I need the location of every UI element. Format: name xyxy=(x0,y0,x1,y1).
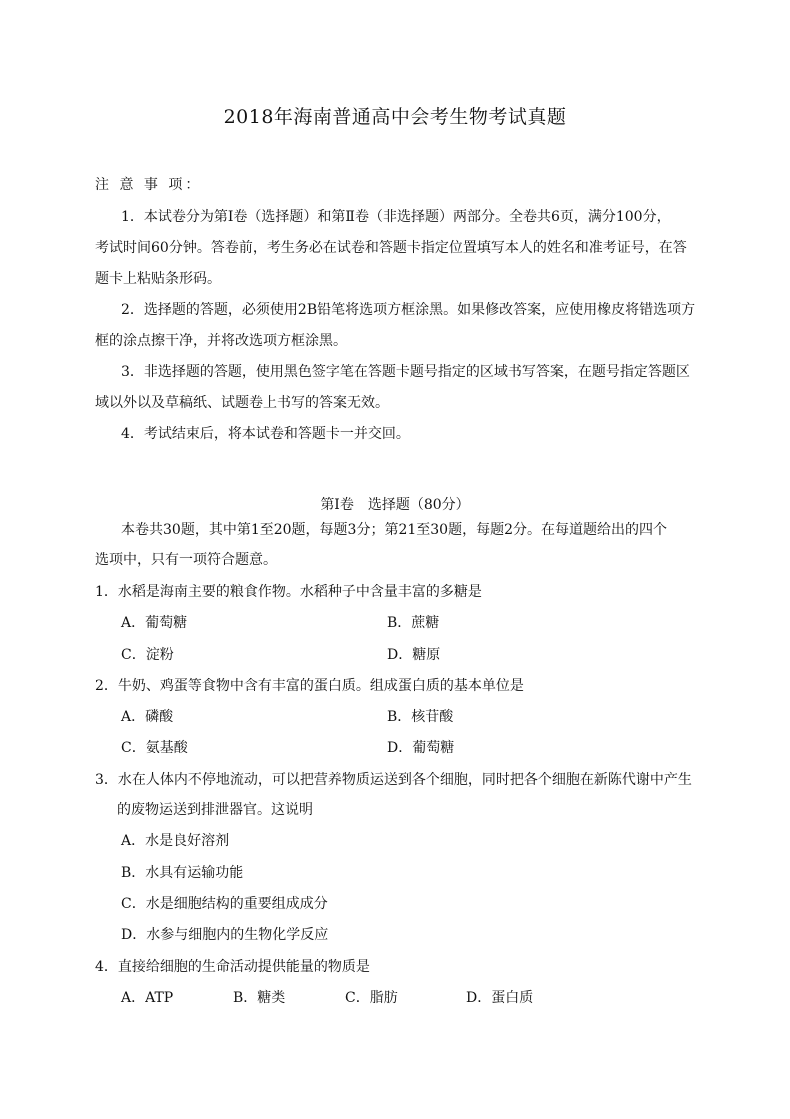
question-2-option-b: B．核苷酸 xyxy=(387,709,454,725)
section-intro-line-1: 本卷共30题，其中第1至20题，每题3分；第21至30题，每题2分。在每道题给出的四个 xyxy=(121,522,667,538)
notice-item-4-line-1: 4．考试结束后，将本试卷和答题卡一并交回。 xyxy=(121,426,410,442)
notice-item-2-line-1: 2．选择题的答题，必须使用2B铅笔将选项方框涂黑。如果修改答案，应使用橡皮将错选项方 xyxy=(121,302,696,318)
notice-item-1-line-1: 1．本试卷分为第Ⅰ卷（选择题）和第Ⅱ卷（非选择题）两部分。全卷共6页，满分100分， xyxy=(121,209,671,225)
notice-item-2-line-2: 框的涂点擦干净，并将改选项方框涂黑。 xyxy=(95,333,347,349)
section-title: 第Ⅰ卷 选择题（80分） xyxy=(320,497,470,513)
notice-item-3-line-1: 3．非选择题的答题，使用黑色签字笔在答题卡题号指定的区域书写答案，在题号指定答题区 xyxy=(121,364,690,380)
question-3-option-d: D．水参与细胞内的生物化学反应 xyxy=(121,927,329,943)
question-1-option-c: C．淀粉 xyxy=(121,647,174,663)
question-3-option-c: C．水是细胞结构的重要组成成分 xyxy=(121,896,328,912)
question-2-option-a: A．磷酸 xyxy=(121,709,174,725)
question-3-stem-line-1: 3．水在人体内不停地流动，可以把营养物质运送到各个细胞，同时把各个细胞在新陈代谢中产生 xyxy=(95,772,692,788)
question-4-option-a: A．ATP xyxy=(121,990,174,1006)
question-4-option-c: C．脂肪 xyxy=(345,990,398,1006)
question-1-option-b: B．蔗糖 xyxy=(387,615,440,631)
notice-item-3-line-2: 域以外以及草稿纸、试题卷上书写的答案无效。 xyxy=(95,395,389,411)
question-3-option-a: A．水是良好溶剂 xyxy=(121,833,230,849)
question-1-option-d: D．糖原 xyxy=(387,647,441,663)
question-2-stem: 2．牛奶、鸡蛋等食物中含有丰富的蛋白质。组成蛋白质的基本单位是 xyxy=(95,678,524,694)
question-4-option-d: D．蛋白质 xyxy=(466,990,534,1006)
section-intro-line-2: 选项中，只有一项符合题意。 xyxy=(95,552,277,568)
question-4-stem: 4．直接给细胞的生命活动提供能量的物质是 xyxy=(95,959,370,975)
question-2-option-c: C．氨基酸 xyxy=(121,740,188,756)
page-title: 2018年海南普通高中会考生物考试真题 xyxy=(223,106,567,128)
question-3-option-b: B．水具有运输功能 xyxy=(121,865,244,881)
question-1-stem: 1．水稻是海南主要的粮食作物。水稻种子中含量丰富的多糖是 xyxy=(95,584,482,600)
notice-item-1-line-2: 考试时间60分钟。答卷前，考生务必在试卷和答题卡指定位置填写本人的姓名和准考证号，在答 xyxy=(95,240,687,256)
notice-item-1-line-3: 题卡上粘贴条形码。 xyxy=(95,271,221,287)
question-1-option-a: A．葡萄糖 xyxy=(121,615,188,631)
question-3-stem-line-2: 的废物运送到排泄器官。这说明 xyxy=(117,802,313,818)
question-4-option-b: B．糖类 xyxy=(233,990,286,1006)
question-2-option-d: D．葡萄糖 xyxy=(387,740,455,756)
notice-heading: 注 意 事 项： xyxy=(95,177,203,193)
